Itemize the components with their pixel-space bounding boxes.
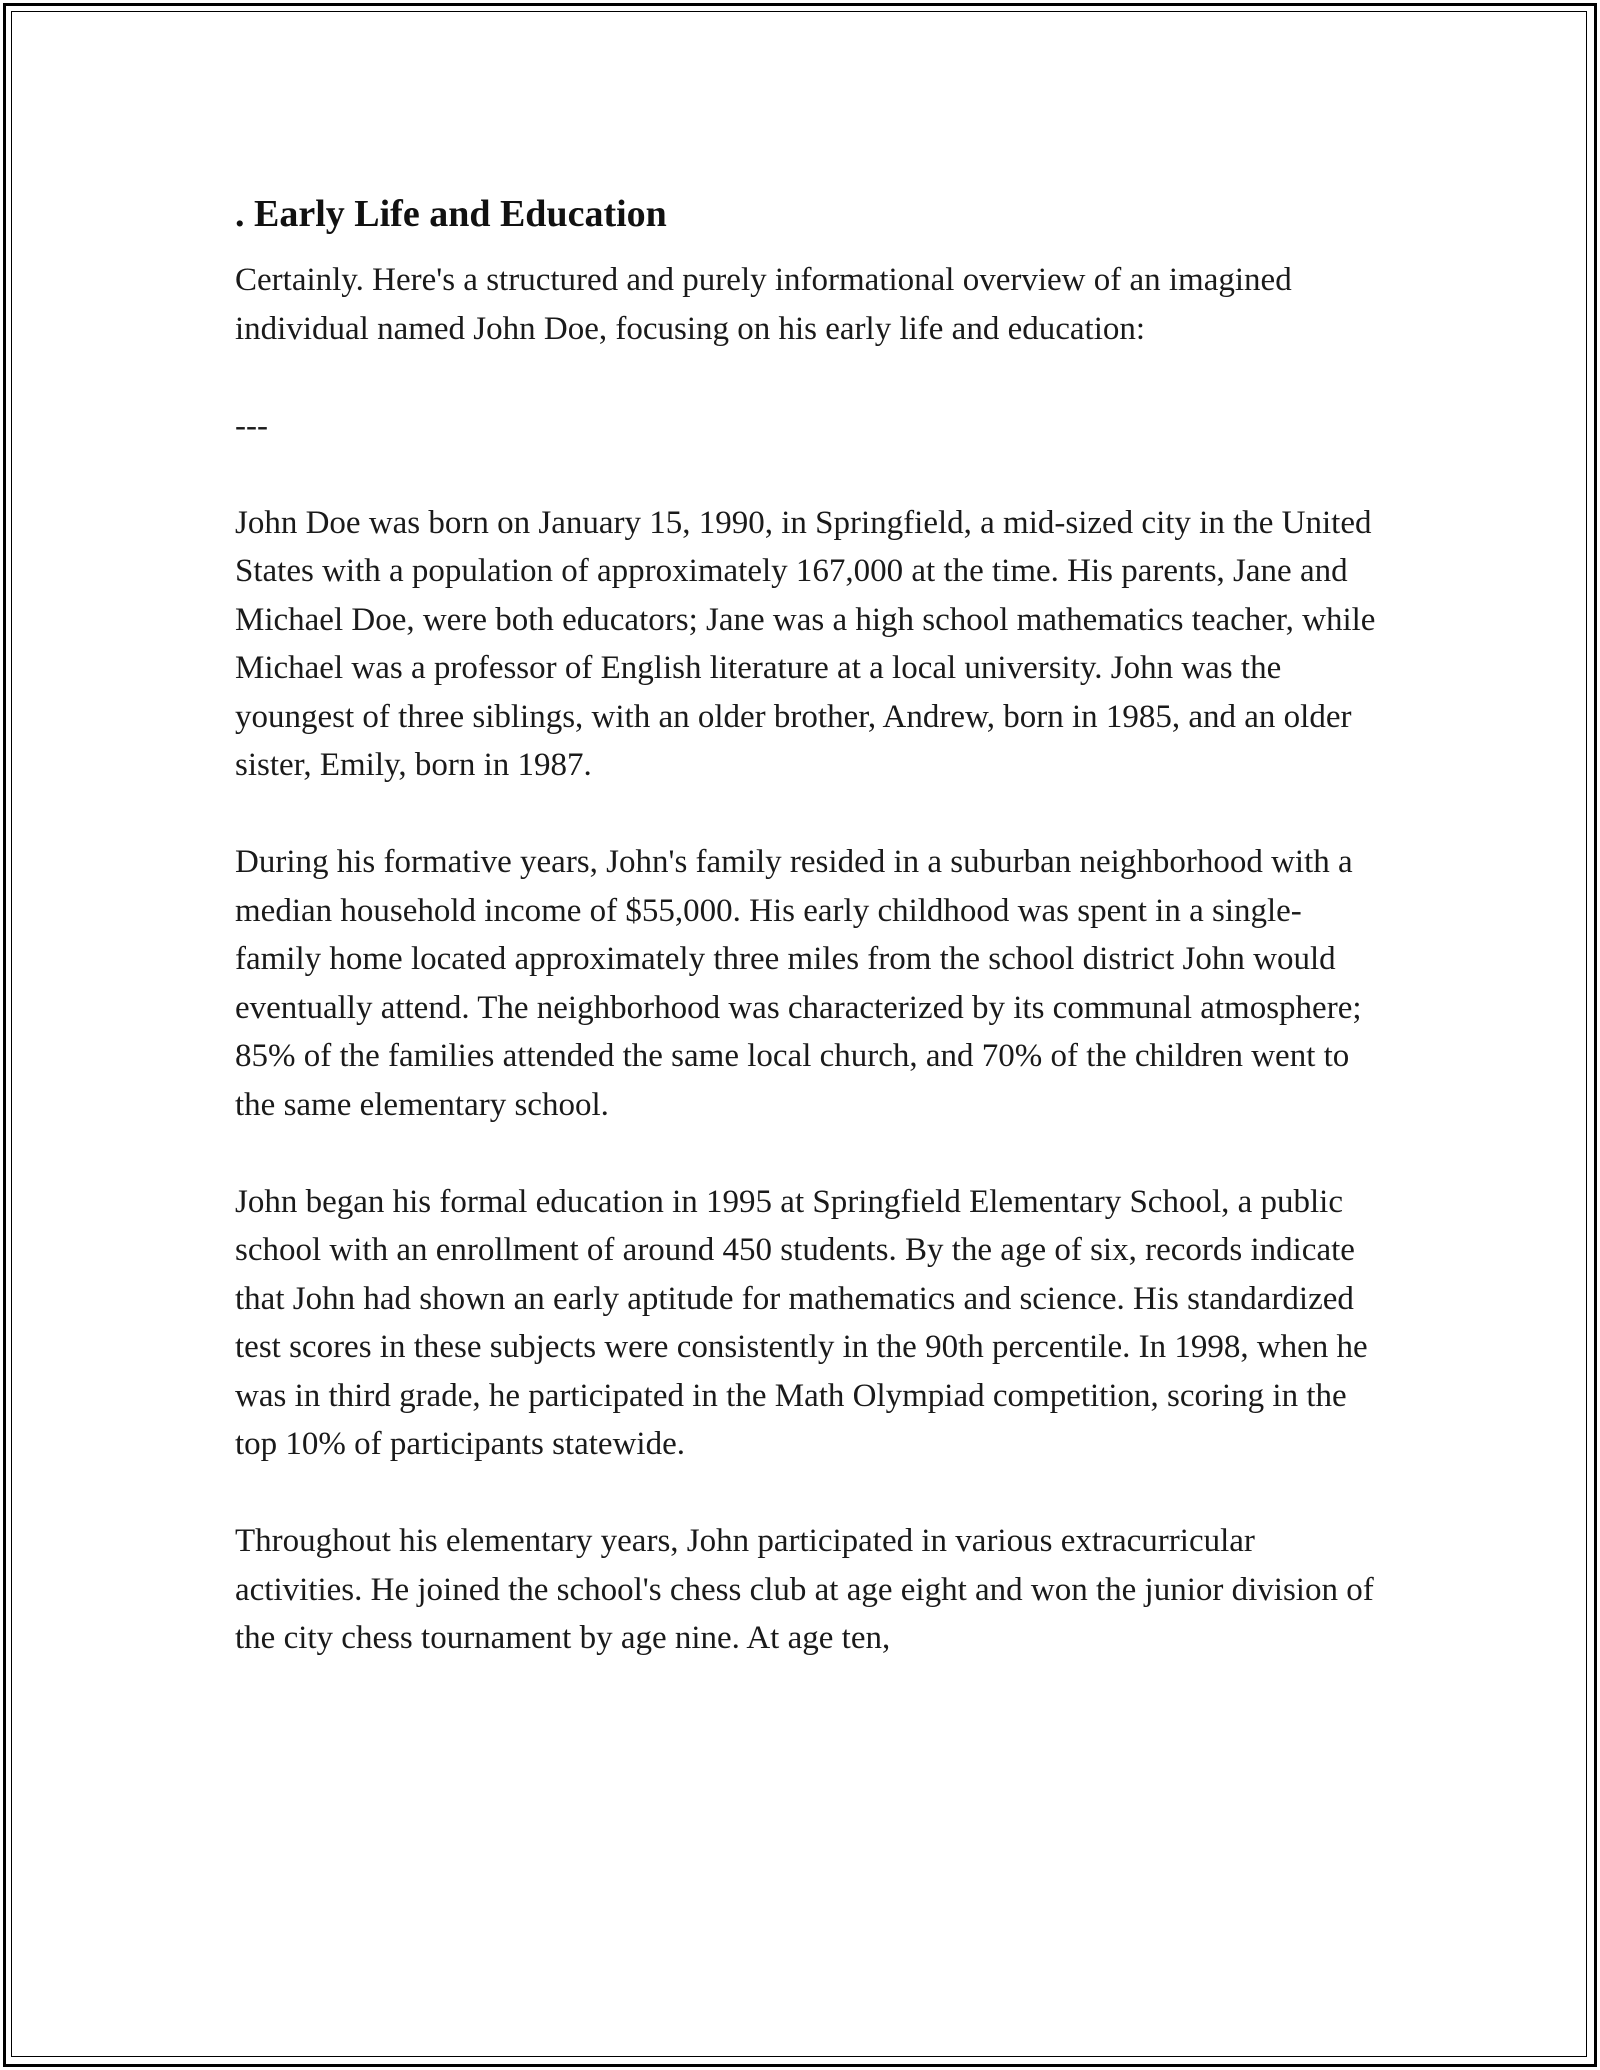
paragraph-neighborhood: During his formative years, John's family resided in a suburban neighborhood with a median household income of $55,000. His early childhood was spent in a single-family home located approximately three miles from the school district John would eventually attend. The neighborhood was characterized by its communal atmosphere; 85% of the families attended the same local church, and 70% of the children went to the same elementary school. (235, 844, 1362, 1123)
section-heading: . Early Life and Education (235, 193, 667, 235)
paragraph-birth: John Doe was born on January 15, 1990, in Springfield, a mid-sized city in the United States with a population of approximately 167,000 at the time. His parents, Jane and Michael Doe, were both educators; Jane was a high school mathematics teacher, while Michael was a professor of English literature at a local university. John was the youngest of three siblings, with an older brother, Andrew, born in 1985, and an older sister, Emily, born in 1987. (235, 504, 1376, 783)
separator: --- (235, 407, 268, 444)
intro-paragraph: Certainly. Here's a structured and purely informational overview of an imagined individual named John Doe, focusing on his early life and education: (235, 262, 1292, 347)
paragraph-elementary-school: John began his formal education in 1995 at Springfield Elementary School, a public school with an enrollment of around 450 students. By the age of six, records indicate that John had shown an early aptitude for mathematics and science. His standardized test scores in these subjects were consistently in the 90th percentile. In 1998, when he was in third grade, he participated in the Math Olympiad competition, scoring in the top 10% of participants statewide. (235, 1183, 1368, 1462)
paragraph-extracurricular: Throughout his elementary years, John participated in various extracurricular activities. He joined the school's chess club at age eight and won the junior division of the city chess tournament by age nine. At age ten, (235, 1523, 1374, 1656)
document-body (235, 184, 1385, 1663)
